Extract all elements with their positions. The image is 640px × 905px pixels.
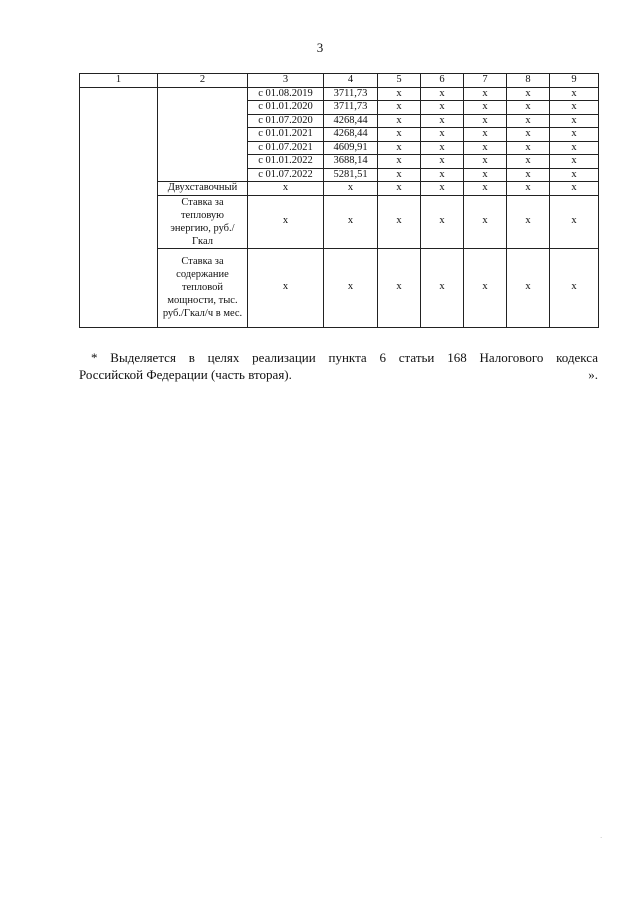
x-cell: х [550,182,599,196]
col1-merged-cell [80,87,158,327]
table-header-row [80,74,599,88]
period-cell: с 01.07.2022 [248,168,324,182]
x-cell: х [550,87,599,101]
tariff-value-cell: 3711,73 [324,87,378,101]
x-cell: х [464,128,507,142]
period-cell: с 01.01.2021 [248,128,324,142]
x-cell: х [507,168,550,182]
x-cell: х [324,182,378,196]
period-cell: с 01.07.2020 [248,114,324,128]
x-cell: х [550,141,599,155]
x-cell: х [421,182,464,196]
x-cell: х [507,182,550,196]
x-cell: х [378,101,421,115]
x-cell: х [378,195,421,248]
x-cell: х [507,87,550,101]
tariff-value-cell: 4268,44 [324,128,378,142]
x-cell: х [378,248,421,327]
capacity-rate-label: Ставка за содержание тепловой мощности, тыс. руб./Гкал/ч в мес. [158,248,248,327]
period-cell: с 01.01.2020 [248,101,324,115]
x-cell: х [464,87,507,101]
x-cell: х [507,195,550,248]
tariff-value-cell: 3688,14 [324,155,378,169]
x-cell: х [378,155,421,169]
column-header: 4 [324,74,378,88]
table-row [80,248,599,327]
x-cell: х [421,248,464,327]
x-cell: х [378,87,421,101]
x-cell: х [421,141,464,155]
column-header: 7 [464,74,507,88]
x-cell: х [378,128,421,142]
x-cell: х [550,155,599,169]
x-cell: х [550,168,599,182]
x-cell: х [421,128,464,142]
column-header: 2 [158,74,248,88]
period-cell: с 01.07.2021 [248,141,324,155]
x-cell: х [324,195,378,248]
column-header: 3 [248,74,324,88]
x-cell: х [248,195,324,248]
x-cell: х [464,101,507,115]
col2-merged-cell [158,87,248,182]
x-cell: х [507,155,550,169]
x-cell: х [507,101,550,115]
x-cell: х [421,155,464,169]
x-cell: х [464,248,507,327]
table-row [80,182,599,196]
x-cell: х [464,182,507,196]
x-cell: х [421,195,464,248]
x-cell: х [550,195,599,248]
x-cell: х [464,195,507,248]
page-mark: . [600,832,602,840]
x-cell: х [421,168,464,182]
tariff-value-cell: 4609,91 [324,141,378,155]
x-cell: х [550,114,599,128]
tariff-value-cell: 3711,73 [324,101,378,115]
tariff-value-cell: 5281,51 [324,168,378,182]
x-cell: х [464,168,507,182]
x-cell: х [378,141,421,155]
x-cell: х [378,182,421,196]
closing-quote: ». [588,367,598,382]
footnote-line-2 [79,366,598,383]
x-cell: х [421,101,464,115]
x-cell: х [550,248,599,327]
footnote-line-2-text: Российской Федерации (часть вторая). [79,367,292,382]
column-header: 9 [550,74,599,88]
x-cell: х [550,101,599,115]
x-cell: х [464,114,507,128]
period-cell: с 01.08.2019 [248,87,324,101]
x-cell: х [464,155,507,169]
column-header: 6 [421,74,464,88]
footnote-line-1: * Выделяется в целях реализации пункта 6 статьи 168 Налогового кодекса [91,350,598,365]
x-cell: х [378,114,421,128]
x-cell: х [464,141,507,155]
period-cell: с 01.01.2022 [248,155,324,169]
x-cell: х [248,248,324,327]
column-header: 5 [378,74,421,88]
x-cell: х [324,248,378,327]
table-row [80,195,599,248]
x-cell: х [248,182,324,196]
x-cell: х [507,114,550,128]
energy-rate-label: Ставка за тепловую энергию, руб./Гкал [158,195,248,248]
tariff-value-cell: 4268,44 [324,114,378,128]
x-cell: х [421,114,464,128]
column-header: 8 [507,74,550,88]
x-cell: х [507,128,550,142]
x-cell: х [421,87,464,101]
column-header: 1 [80,74,158,88]
footnote [79,349,598,383]
tariff-table [79,73,599,328]
x-cell: х [507,248,550,327]
x-cell: х [378,168,421,182]
table-row [80,87,599,101]
x-cell: х [507,141,550,155]
page-number: 3 [316,40,324,55]
x-cell: х [550,128,599,142]
two-part-label: Двухставочный [158,182,248,196]
